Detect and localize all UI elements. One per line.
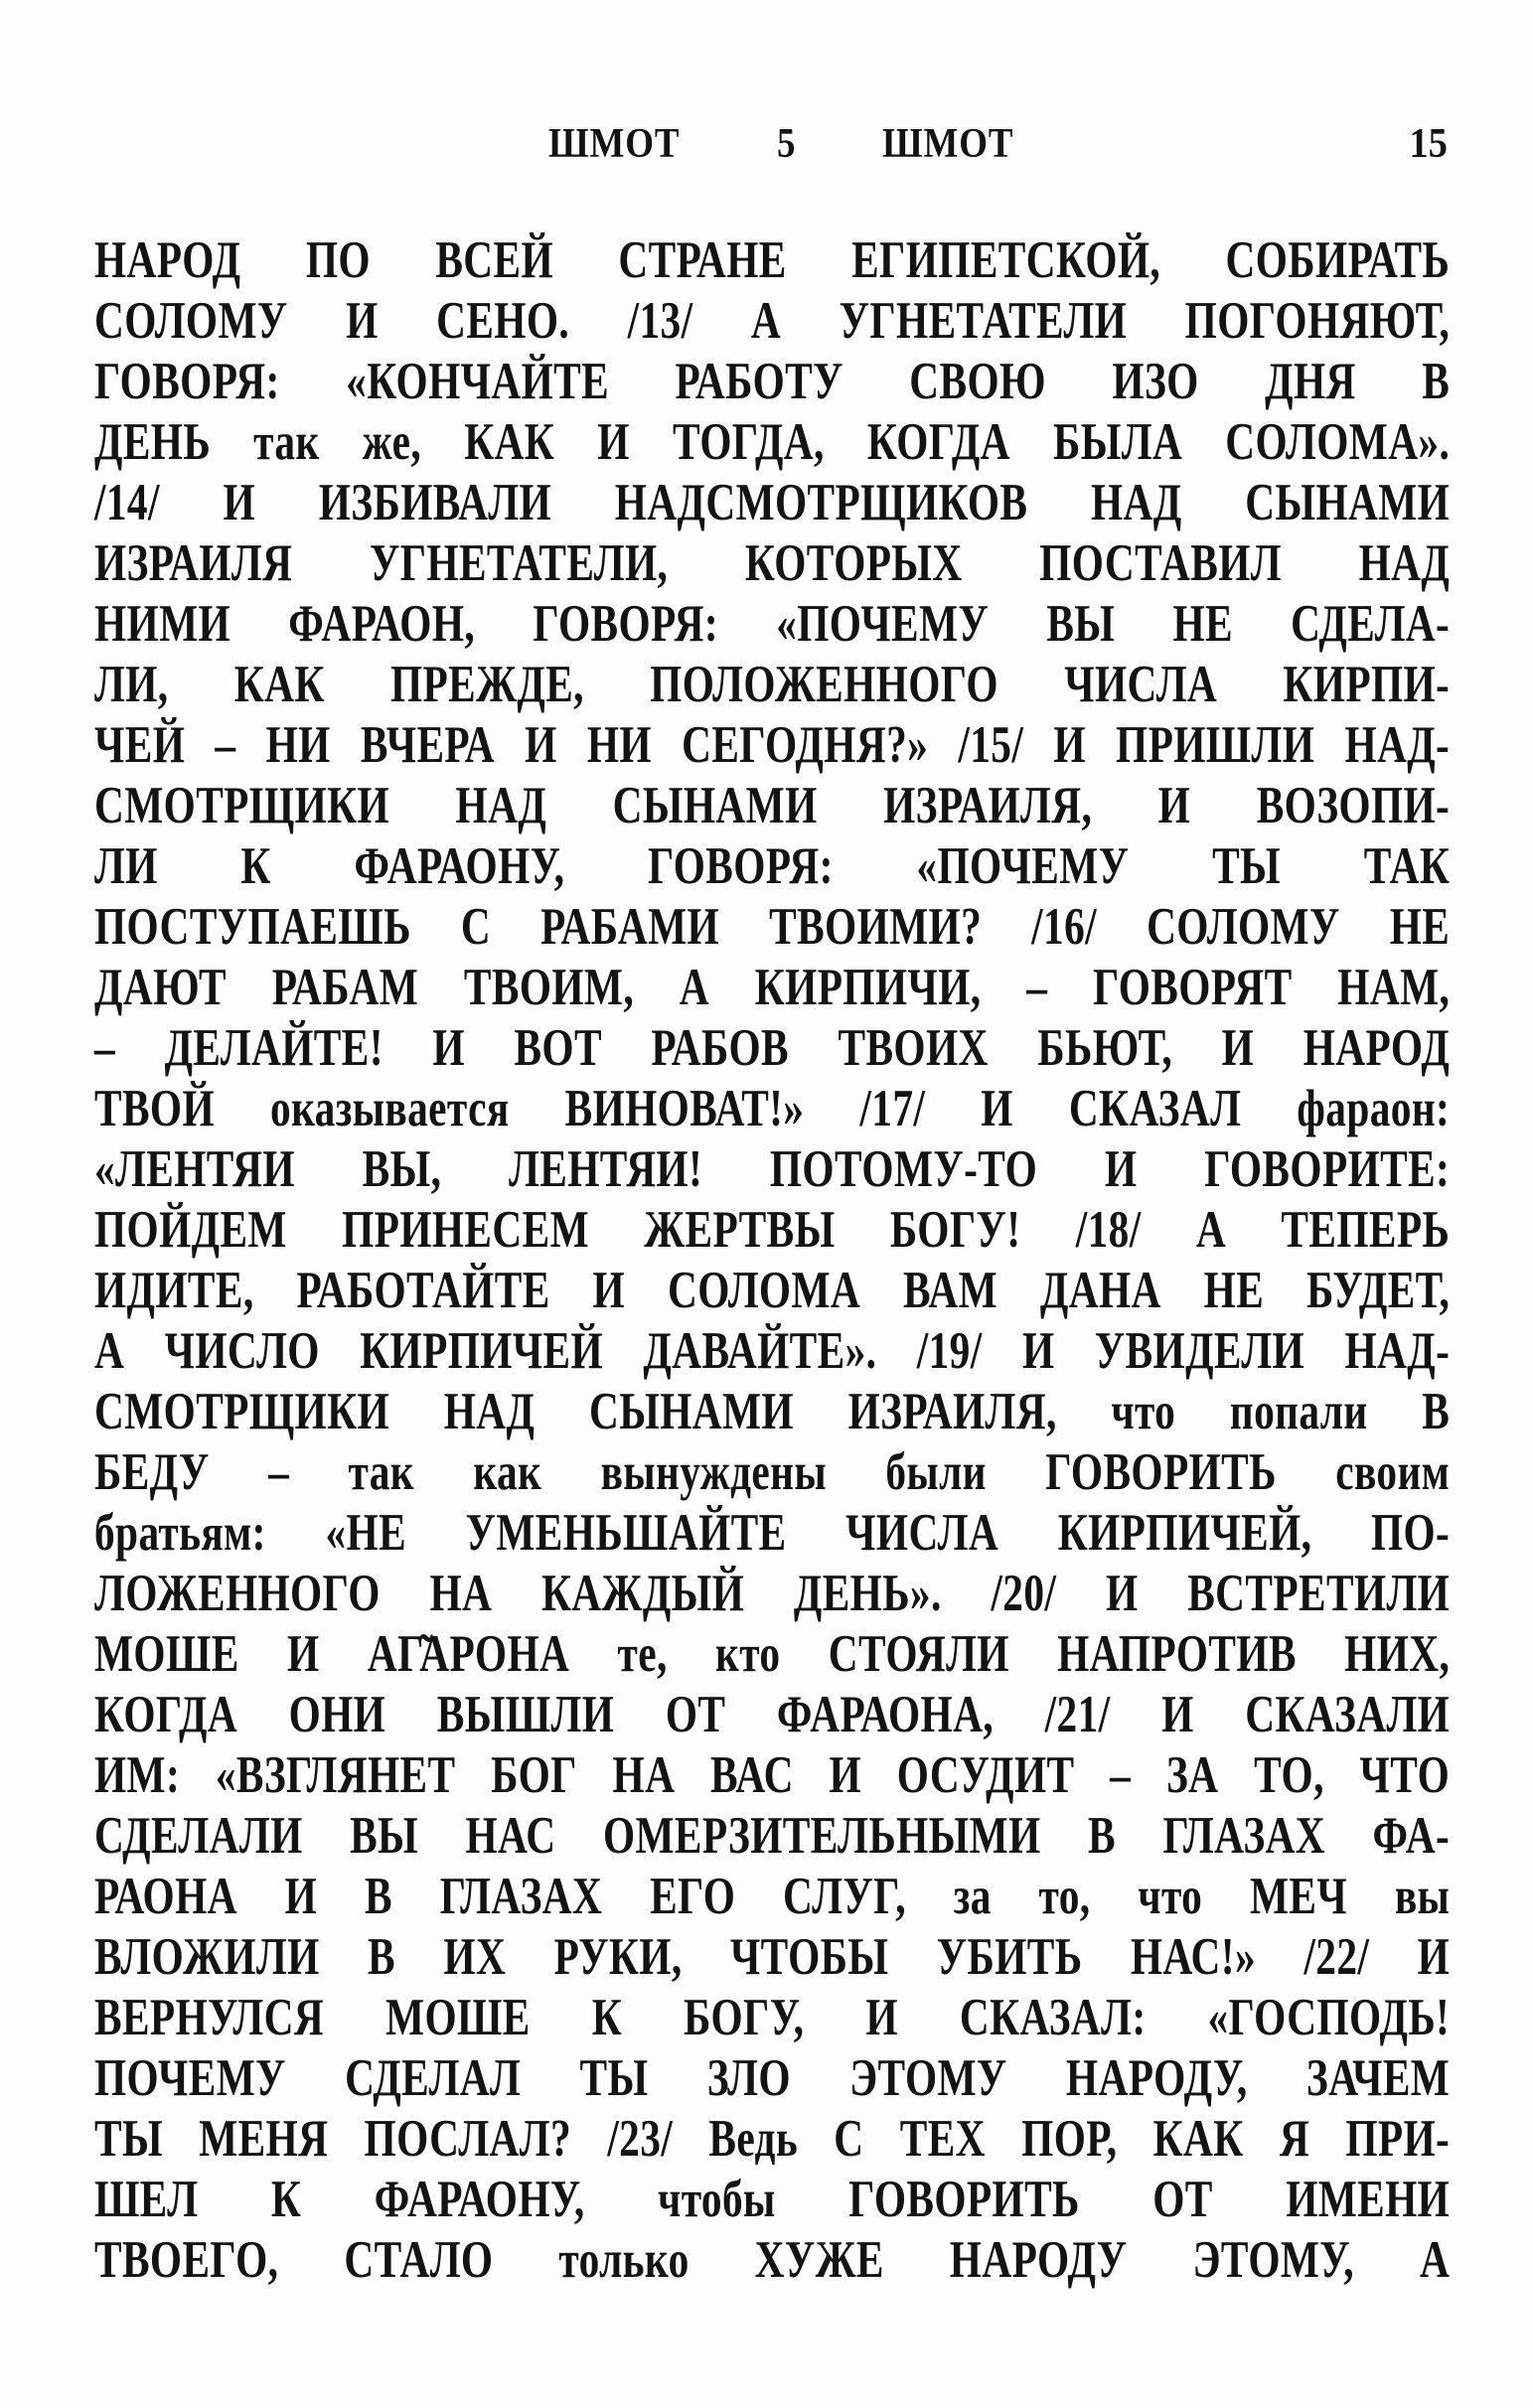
text-line: ЧЕЙ – НИ ВЧЕРА И НИ СЕГОДНЯ?» /15/ И ПРИШЛИ НАД- — [94, 716, 1451, 774]
body-text — [94, 230, 1450, 2291]
text-line: ТВОЕГО, СТАЛО только ХУЖЕ НАРОДУ ЭТОМУ, А — [94, 2231, 1451, 2289]
text-line: ТВОЙ оказывается ВИНОВАТ!» /17/ И СКАЗАЛ фараон: — [94, 1080, 1451, 1137]
text-line: братьям: «НЕ УМЕНЬШАЙТЕ ЧИСЛА КИРПИЧЕЙ, ПО- — [94, 1504, 1451, 1562]
text-line: ИМ: «ВЗГЛЯНЕТ БОГ НА ВАС И ОСУДИТ – ЗА ТО, ЧТО — [94, 1746, 1451, 1804]
text-line: ЛОЖЕННОГО НА КАЖДЫЙ ДЕНЬ». /20/ И ВСТРЕТИЛИ — [94, 1565, 1451, 1622]
text-line: ВЕРНУЛСЯ МОШЕ К БОГУ, И СКАЗАЛ: «ГОСПОДЬ! — [94, 1989, 1451, 2046]
header-title-left: ШМОТ — [548, 121, 681, 167]
text-line: – ДЕЛАЙТЕ! И ВОТ РАБОВ ТВОИХ БЬЮТ, И НАРОД — [94, 1019, 1451, 1077]
text-line: А ЧИСЛО КИРПИЧЕЙ ДАВАЙТЕ». /19/ И УВИДЕЛИ НАД- — [94, 1322, 1451, 1380]
text-line: ШЕЛ К ФАРАОНУ, чтобы ГОВОРИТЬ ОТ ИМЕНИ — [94, 2171, 1451, 2228]
page-header — [0, 0, 1533, 199]
text-line: ВЛОЖИЛИ В ИХ РУКИ, ЧТОБЫ УБИТЬ НАС!» /22/ И — [94, 1928, 1451, 1986]
text-line: ГОВОРЯ: «КОНЧАЙТЕ РАБОТУ СВОЮ ИЗО ДНЯ В — [94, 353, 1451, 410]
text-line: РАОНА И В ГЛАЗАХ ЕГО СЛУГ, за то, что МЕЧ вы — [94, 1868, 1451, 1925]
text-line: ТЫ МЕНЯ ПОСЛАЛ? /23/ Ведь С ТЕХ ПОР, КАК Я ПРИ- — [94, 2110, 1451, 2168]
text-line: СМОТРЩИКИ НАД СЫНАМИ ИЗРАИЛЯ, И ВОЗОПИ- — [94, 777, 1451, 834]
text-line: КОГДА ОНИ ВЫШЛИ ОТ ФАРАОНА, /21/ И СКАЗАЛИ — [94, 1686, 1451, 1743]
text-line: НАРОД ПО ВСЕЙ СТРАНЕ ЕГИПЕТСКОЙ, СОБИРАТЬ — [94, 231, 1451, 289]
text-line: ДЕНЬ так же, КАК И ТОГДА, КОГДА БЫЛА СОЛОМА». — [94, 413, 1451, 471]
text-line: СДЕЛАЛИ ВЫ НАС ОМЕРЗИТЕЛЬНЫМИ В ГЛАЗАХ ФА- — [94, 1807, 1451, 1865]
text-line: СМОТРЩИКИ НАД СЫНАМИ ИЗРАИЛЯ, что попали В — [94, 1383, 1451, 1440]
text-line: ДАЮТ РАБАМ ТВОИМ, А КИРПИЧИ, – ГОВОРЯТ НАМ, — [94, 959, 1451, 1016]
text-line: ИЗРАИЛЯ УГНЕТАТЕЛИ, КОТОРЫХ ПОСТАВИЛ НАД — [94, 534, 1451, 592]
page-number: 15 — [1409, 121, 1448, 167]
text-line: МОШЕ И АГ̃АРОНА те, кто СТОЯЛИ НАПРОТИВ НИХ, — [94, 1625, 1451, 1683]
text-line: ИДИТЕ, РАБОТАЙТЕ И СОЛОМА ВАМ ДАНА НЕ БУДЕТ, — [94, 1262, 1451, 1319]
text-line: «ЛЕНТЯИ ВЫ, ЛЕНТЯИ! ПОТОМУ-ТО И ГОВОРИТЕ: — [94, 1140, 1451, 1198]
text-line: НИМИ ФАРАОН, ГОВОРЯ: «ПОЧЕМУ ВЫ НЕ СДЕЛА- — [94, 595, 1451, 653]
text-line: ПОЧЕМУ СДЕЛАЛ ТЫ ЗЛО ЭТОМУ НАРОДУ, ЗАЧЕМ — [94, 2049, 1451, 2107]
text-line: ЛИ, КАК ПРЕЖДЕ, ПОЛОЖЕННОГО ЧИСЛА КИРПИ- — [94, 656, 1451, 713]
text-line: ПОСТУПАЕШЬ С РАБАМИ ТВОИМИ? /16/ СОЛОМУ НЕ — [94, 898, 1451, 956]
text-line: ПОЙДЕМ ПРИНЕСЕМ ЖЕРТВЫ БОГУ! /18/ А ТЕПЕРЬ — [94, 1201, 1451, 1259]
header-title-right: ШМОТ — [882, 121, 1014, 167]
text-line: СОЛОМУ И СЕНО. /13/ А УГНЕТАТЕЛИ ПОГОНЯЮТ, — [94, 292, 1451, 350]
header-chapter-number: 5 — [777, 121, 797, 167]
text-line: БЕДУ – так как вынуждены были ГОВОРИТЬ своим — [94, 1443, 1451, 1501]
text-line: /14/ И ИЗБИВАЛИ НАДСМОТРЩИКОВ НАД СЫНАМИ — [94, 474, 1451, 531]
text-line: ЛИ К ФАРАОНУ, ГОВОРЯ: «ПОЧЕМУ ТЫ ТАК — [94, 837, 1451, 895]
